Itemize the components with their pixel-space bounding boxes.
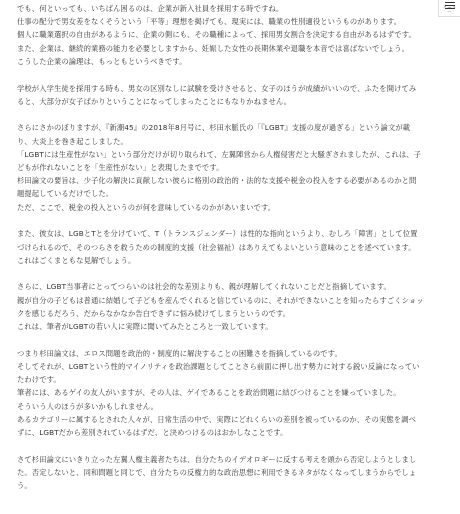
text-line: どもが作れないことを「生産性がない」と表現したまでです。	[17, 163, 224, 173]
text-line: 「LGBTには生産性がない」という部分だけが切り取られて、左翼陣営から人権侵害だと大騒ぎされましたが、これは、子	[17, 149, 422, 159]
text-line: ずに、LGBTだから差別されているはずだ、と決めつけるのはおかしなことです。	[17, 427, 288, 437]
text-line: そういう人のほうが多いかもしれません。	[17, 401, 158, 411]
article-body	[17, 2, 443, 506]
text-line: た。否定しないと、同和問題と同じで、自分たちの反権力的な政治思想に利用できるネタがなくなってしまうからでしょ	[17, 467, 417, 477]
text-line: さらにさかのぼりますが、『新潮45』の2018年8月号に、杉田水脈氏の「『LGBT』支援の度が過ぎる」という論文が載	[17, 123, 411, 133]
text-line: 親が自分の子どもは普通に結婚して子どもを産んでくれると信じているのに、それができないことを知ったらすごくショッ	[17, 295, 424, 305]
paragraph	[17, 227, 443, 267]
menu-button[interactable]	[438, 0, 460, 17]
text-line: う。	[17, 481, 32, 491]
text-line: 仕事の配分で男女差をなくそうという「平等」理想を掲げても、現実には、職業の性別適役というものがあります。	[17, 17, 402, 27]
text-line: さて杉田論文にいきり立った左翼人権主義者たちは、自分たちのイデオロギーに反する考えを頭から否定しようとしまし	[17, 454, 417, 464]
paragraph	[17, 82, 443, 108]
text-line: でも、何といっても、いちばん困るのは、企業が新入社員を採用する時ですね。	[17, 4, 284, 13]
text-line: 題提起しているだけでした。	[17, 189, 114, 199]
text-line: あるカテゴリーに属するとされた人々が、日常生活の中で、実際にどれくらいの差別を被っているのか、その実態を調べ	[17, 414, 416, 424]
text-line: これは、筆者がLGBTの若い人に実際に聞いてみたところと一致しています。	[17, 322, 273, 332]
text-line: 杉田論文の要旨は、少子化の解決に貢献しない彼らに格別の政治的・法的な支援や税金の投入をする必要があるのかと問	[17, 176, 417, 186]
text-line: ると、大部分が女子ばかりということになってしまったことにもなりかねません。	[17, 96, 292, 106]
text-line: クを感じるだろう、だからなかなか告白できずに悩み続けてしまうというのです。	[17, 308, 291, 318]
paragraph	[17, 347, 443, 439]
text-line: 筆者には、あるゲイの友人がいますが、その人は、ゲイであることを政治問題に結びつけることを嫌っていました。	[17, 388, 401, 398]
text-line: さらに、LGBT当事者にとってつらいのは社会的な差別よりも、親が理解してくれないことだと指摘しています。	[17, 282, 391, 292]
text-line: 学校が入学生徒を採用する時も、男女の区別なしに試験を受けさせると、女子のほうが成績がいいので、ふたを開けてみ	[17, 83, 417, 93]
text-line: つまり杉田論文は、エロス問題を政治的・制度的に解決することの困難さを指摘しているのです。	[17, 348, 342, 358]
text-line: 個人に職業選択の自由があるように、企業の側にも、その職種によって、採用男女割合を決定する自由があるはずです。	[17, 30, 416, 40]
text-line: また、企業は、継続的業務の能力を必要としますから、妊娠した女性の長期休業や退職を本音では喜ばないでしょう。	[17, 43, 410, 53]
text-line: そしてそれが、LGBTという性的マイノリティを政治課題としてことさら前面に押し出す勢力に対する鋭い反論になってい	[17, 361, 420, 371]
text-line: また、彼女は、LGBとTとを分けていて、T（トランスジェンダー）は性的な指向というより、むしろ「障害」として位置	[17, 229, 418, 239]
text-line: これはごくまともな見解でしょう。	[17, 255, 136, 265]
text-line: ただ、ここで、税金の投入というのが何を意味しているのかがあいまいです。	[17, 202, 276, 212]
text-line: こうした企業の論理は、もっともというべきです。	[17, 56, 187, 66]
paragraph	[17, 121, 443, 213]
text-line: り、大炎上を巻き起こしました。	[17, 136, 128, 146]
text-line: たわけです。	[17, 375, 61, 385]
paragraph	[17, 453, 443, 493]
paragraph	[17, 2, 443, 68]
text-line: づけられるので、そのつらさを救うための制度的支援（社会福祉）はありえてもよいという意味のことを述べています。	[17, 242, 416, 252]
menu-label: メニュー	[442, 5, 457, 15]
paragraph	[17, 280, 443, 333]
